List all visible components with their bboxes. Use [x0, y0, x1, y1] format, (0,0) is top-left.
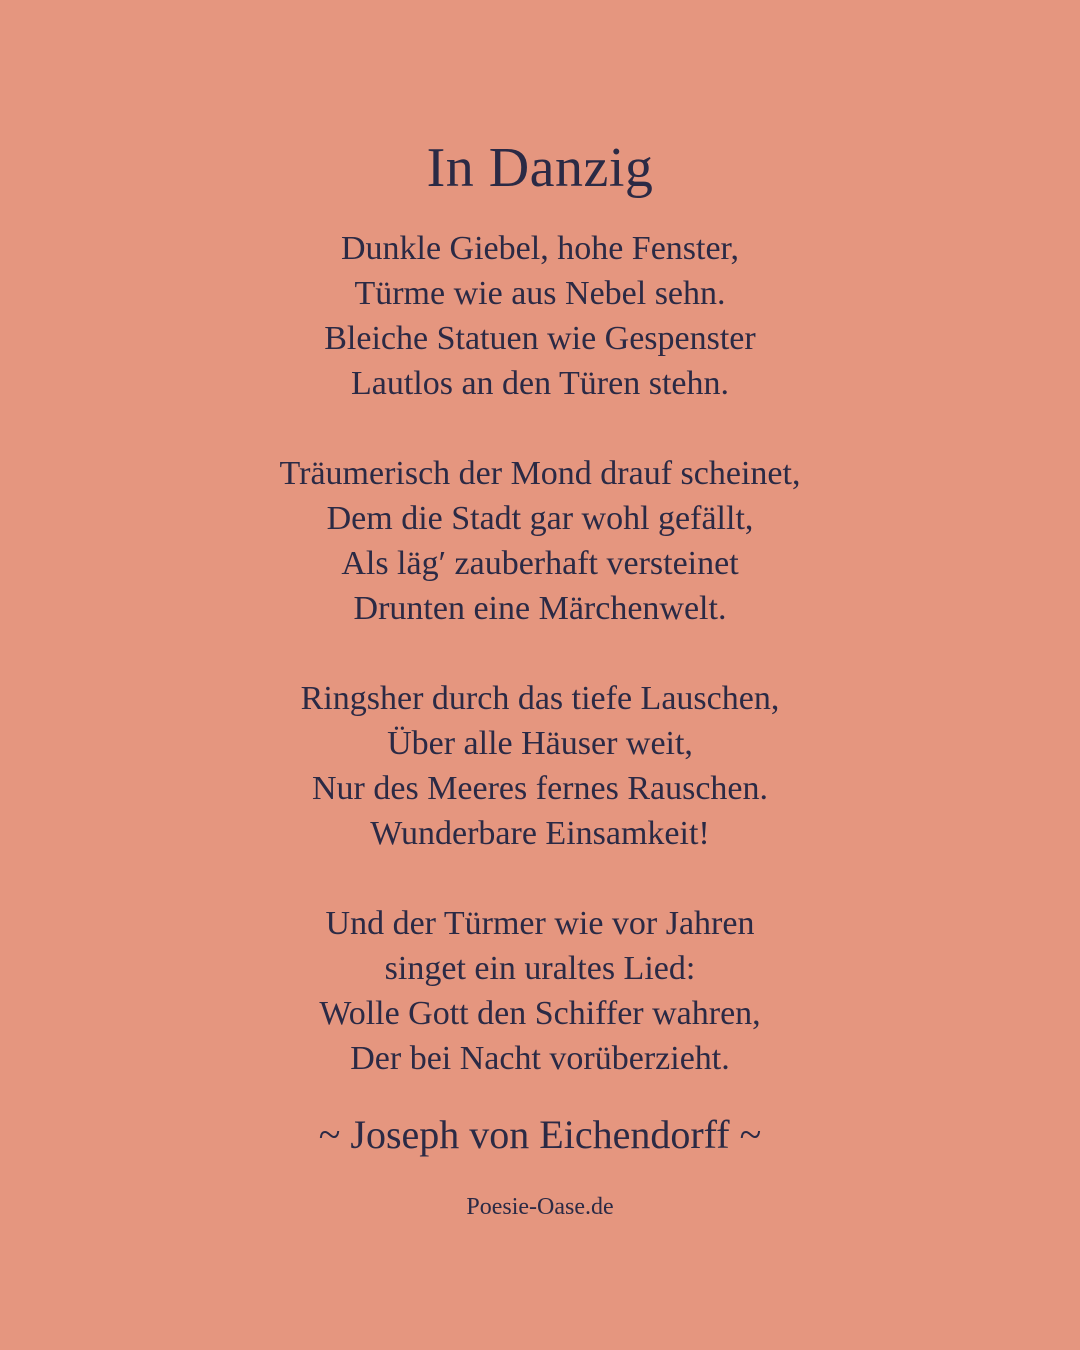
poem-line: Der bei Nacht vorüberzieht. [350, 1040, 730, 1077]
poem-title: In Danzig [426, 137, 654, 199]
poem-line: Wolle Gott den Schiffer wahren, [319, 995, 761, 1032]
site-credit: Poesie-Oase.de [466, 1194, 614, 1220]
poem-line: singet ein uraltes Lied: [384, 950, 696, 987]
stanza-4 [0, 901, 1080, 1081]
poem-line: Lautlos an den Türen stehn. [350, 365, 729, 402]
poem-line: Ringsher durch das tiefe Lauschen, [300, 680, 780, 717]
poem-line: Dunkle Giebel, hohe Fenster, [340, 230, 740, 267]
poem-line: Träumerisch der Mond drauf scheinet, [279, 455, 801, 492]
poem-author: ~ Joseph von Eichendorff ~ [318, 1112, 762, 1157]
poem-line: Drunten eine Märchenwelt. [353, 590, 727, 627]
poem-line: Und der Türmer wie vor Jahren [325, 905, 755, 942]
poem-line: Als läg′ zauberhaft versteinet [341, 545, 739, 582]
stanza-2 [0, 451, 1080, 631]
poem-line: Bleiche Statuen wie Gespenster [324, 320, 756, 357]
poem-line: Türme wie aus Nebel sehn. [354, 275, 726, 312]
poem-line: Wunderbare Einsamkeit! [370, 815, 710, 852]
poem-line: Über alle Häuser weit, [387, 725, 693, 762]
poem-body [0, 226, 1080, 1126]
poem-line: Nur des Meeres fernes Rauschen. [312, 770, 768, 807]
poem-line: Dem die Stadt gar wohl gefällt, [326, 500, 754, 537]
stanza-1 [0, 226, 1080, 406]
stanza-3 [0, 676, 1080, 856]
